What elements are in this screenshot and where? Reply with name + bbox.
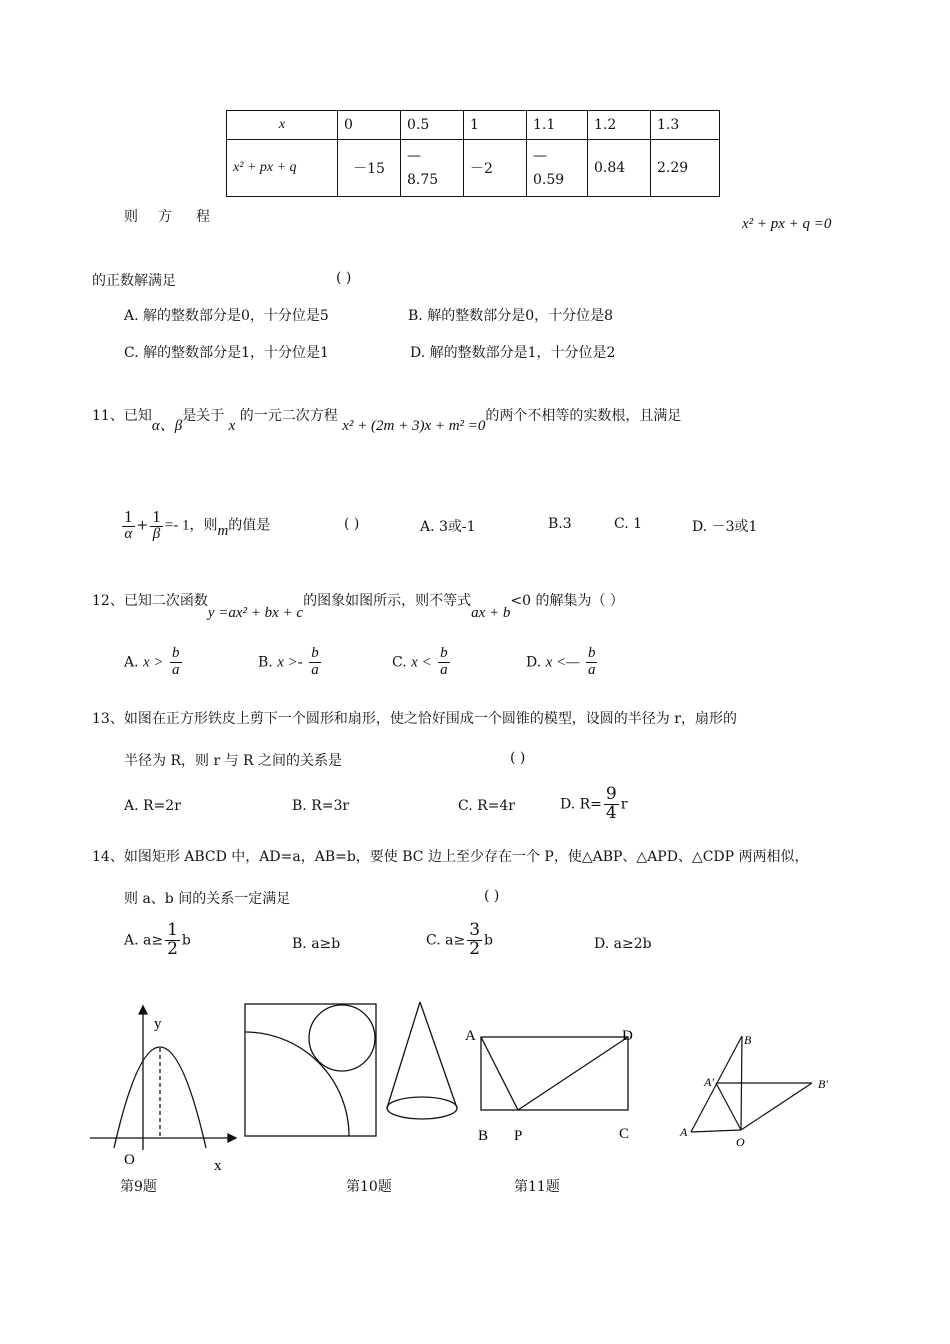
- x-label: x: [214, 1158, 222, 1174]
- denominator: β: [152, 525, 161, 542]
- option-text: D. R=: [560, 796, 602, 813]
- segment: [691, 1130, 741, 1132]
- q12-text: 12、已知二次函数: [92, 593, 208, 609]
- q14-option-d: D. a≥2b: [594, 936, 652, 952]
- figure-11-rectangle: [481, 1037, 628, 1110]
- q10-option-b: B. 解的整数部分是0，十分位是8: [408, 308, 614, 324]
- q12-option-c: [392, 646, 452, 679]
- value-table: [226, 110, 720, 197]
- denominator: a: [587, 661, 596, 678]
- denominator: a: [311, 661, 319, 678]
- table-cell: 0: [338, 111, 401, 140]
- q12-inequality: ax + b: [471, 605, 511, 621]
- option-text: b: [181, 932, 191, 949]
- q11-text: 是关于: [182, 408, 225, 424]
- q14-option-c: [426, 922, 493, 959]
- label-b: B: [478, 1128, 489, 1144]
- table-row: [227, 140, 720, 197]
- table-cell: x: [227, 111, 338, 140]
- figure-10-square: [245, 1004, 376, 1136]
- cone: [387, 1002, 457, 1119]
- circle: [309, 1005, 375, 1071]
- q10-option-d: D. 解的整数部分是1，十分位是2: [410, 345, 616, 361]
- cell-line: —: [533, 148, 547, 164]
- segment: [716, 1083, 741, 1130]
- q10-option-c: C. 解的整数部分是1，十分位是1: [124, 345, 329, 361]
- numerator: 3: [469, 920, 481, 940]
- rectangle: [481, 1037, 628, 1110]
- q13-option-c: C. R=4r: [458, 798, 515, 814]
- q12-stem: [92, 590, 624, 621]
- denominator: 2: [167, 938, 178, 959]
- q13-stem-line1: 13、如图在正方形铁皮上剪下一个圆形和扇形，使之恰好围成一个圆锥的模型，设圆的半径为 r，扇形的: [92, 711, 737, 727]
- segment-ap: [481, 1037, 518, 1110]
- q12-function: y =ax² + bx + c: [207, 605, 304, 621]
- sector-arc: [245, 1032, 349, 1136]
- numerator: 1: [124, 507, 133, 526]
- q10-option-a: A. 解的整数部分是0，十分位是5: [124, 308, 329, 324]
- figure-caption: 第11题: [514, 1179, 560, 1195]
- table-cell: －2: [464, 140, 527, 197]
- cell-line: 8.75: [407, 172, 439, 188]
- q11-text: 的两个不相等的实数根，且满足: [485, 408, 682, 424]
- table-cell: 2.29: [651, 140, 720, 197]
- q11-text: 的一元二次方程: [239, 408, 338, 424]
- q10-equation: x² + px + q =0: [742, 216, 832, 232]
- plus-sign: +: [136, 517, 149, 534]
- q11-condition: [120, 508, 270, 543]
- q11-option-b: B.3: [548, 516, 572, 532]
- q11-option-a: A. 3或-1: [420, 519, 476, 535]
- q14-option-b: B. a≥b: [292, 936, 341, 952]
- q14-option-a: [124, 922, 191, 959]
- numerator: b: [587, 645, 596, 661]
- option-text: r: [620, 796, 628, 813]
- answer-paren: ( ): [510, 750, 526, 766]
- q11-text: 11、已知: [92, 408, 152, 424]
- denominator: 4: [605, 802, 617, 823]
- relation: x <—: [545, 654, 580, 671]
- option-text: C. a≥: [426, 932, 466, 949]
- q12-text: <0 的解集为（ ）: [510, 593, 624, 609]
- label-c: C: [619, 1126, 630, 1142]
- label-p: P: [514, 1128, 523, 1144]
- q11-text: 的值是: [228, 517, 271, 534]
- q14-stem-line1: 14、如图矩形 ABCD 中，AD=a，AB=b，要使 BC 边上至少存在一个 P，使△ABP、△APD、△CDP 两两相似，: [92, 849, 809, 865]
- numerator: b: [172, 645, 180, 661]
- cone-base: [387, 1097, 457, 1119]
- q10-ze: 则: [124, 209, 138, 225]
- answer-paren: ( ): [484, 888, 500, 904]
- table-cell: －15: [338, 140, 401, 197]
- y-label: y: [154, 1016, 162, 1032]
- table-row: [227, 111, 720, 140]
- square: [245, 1004, 376, 1136]
- table-cell: 0.5: [401, 111, 464, 140]
- cone-edge: [387, 1002, 420, 1108]
- fraction: [170, 646, 182, 679]
- q13-stem-line2: 半径为 R，则 r 与 R 之间的关系是: [124, 753, 343, 769]
- option-label: D.: [526, 654, 542, 671]
- label-a: A: [680, 1125, 688, 1139]
- origin-label: O: [124, 1152, 135, 1168]
- denominator: a: [440, 661, 448, 678]
- table-cell: [527, 140, 588, 197]
- q12-text: 的图象如图所示，则不等式: [303, 593, 472, 609]
- numerator: b: [440, 645, 448, 661]
- denominator: α: [124, 525, 133, 542]
- q12-option-b: [258, 646, 323, 679]
- table-cell: x² + px + q: [227, 140, 338, 197]
- q11-stem: [92, 404, 682, 434]
- figure-9-parabola: [90, 1006, 236, 1150]
- option-label: A.: [124, 654, 139, 671]
- cell-line: —: [407, 148, 421, 164]
- relation: x >-: [277, 654, 303, 671]
- q14-stem-line2: 则 a、b 间的关系一定满足: [124, 891, 291, 907]
- q12-option-a: [124, 646, 184, 679]
- q11-x: x: [228, 418, 236, 434]
- q13-option-d: [560, 786, 627, 823]
- option-label: B.: [258, 654, 273, 671]
- q11-alpha-beta: α、β: [151, 418, 183, 434]
- cone-edge: [420, 1002, 457, 1108]
- q11-rhs: =- 1: [164, 517, 190, 534]
- q11-option-c: C. 1: [614, 516, 643, 532]
- label-d: D: [622, 1028, 633, 1044]
- fraction: [150, 508, 163, 543]
- fraction: [122, 508, 135, 543]
- option-text: b: [484, 932, 493, 949]
- label-b-prime: B′: [818, 1077, 828, 1091]
- fraction: [309, 646, 321, 679]
- option-label: C.: [392, 654, 407, 671]
- segment-pd: [518, 1037, 628, 1110]
- table-cell: 1.1: [527, 111, 588, 140]
- denominator: 2: [469, 938, 481, 959]
- fraction: [165, 922, 180, 959]
- numerator: 9: [605, 784, 617, 804]
- table-cell: 0.84: [588, 140, 651, 197]
- table-cell: 1.3: [651, 111, 720, 140]
- label-o: O: [736, 1135, 745, 1149]
- arrow-icon: [228, 1134, 236, 1142]
- label-a-prime: A′: [704, 1075, 714, 1089]
- q11-text: ，则: [189, 517, 218, 534]
- segment: [741, 1083, 812, 1130]
- q13-option-b: B. R=3r: [292, 798, 350, 814]
- cell-line: 0.59: [533, 172, 565, 188]
- relation: x <: [411, 654, 432, 671]
- fraction: [467, 922, 482, 959]
- numerator: b: [311, 645, 319, 661]
- q10-fang: 方: [158, 209, 172, 225]
- q11-option-d: D. －3或1: [692, 519, 758, 535]
- q10-cheng: 程: [196, 209, 210, 225]
- label-a: A: [465, 1028, 476, 1044]
- numerator: 1: [167, 920, 178, 940]
- q11-equation: x² + (2m + 3)x + m² =0: [342, 418, 486, 434]
- fraction: [604, 786, 619, 823]
- q10-stem: 的正数解满足: [92, 273, 176, 289]
- numerator: 1: [152, 507, 161, 526]
- q11-m: m: [217, 523, 229, 540]
- fraction: [438, 646, 450, 679]
- q12-option-d: [526, 646, 599, 679]
- figure-caption: 第9题: [120, 1179, 157, 1195]
- label-b: B: [744, 1033, 752, 1047]
- arrow-icon: [139, 1006, 147, 1014]
- answer-paren: ( ): [344, 516, 360, 532]
- table-cell: 1: [464, 111, 527, 140]
- relation: x >: [143, 654, 164, 671]
- answer-paren: ( ): [336, 270, 352, 286]
- table-cell: [401, 140, 464, 197]
- option-text: A. a≥: [124, 932, 164, 949]
- table-cell: 1.2: [588, 111, 651, 140]
- q13-option-a: A. R=2r: [124, 798, 181, 814]
- fraction: [586, 646, 598, 679]
- denominator: a: [172, 661, 180, 678]
- figure-caption: 第10题: [346, 1179, 392, 1195]
